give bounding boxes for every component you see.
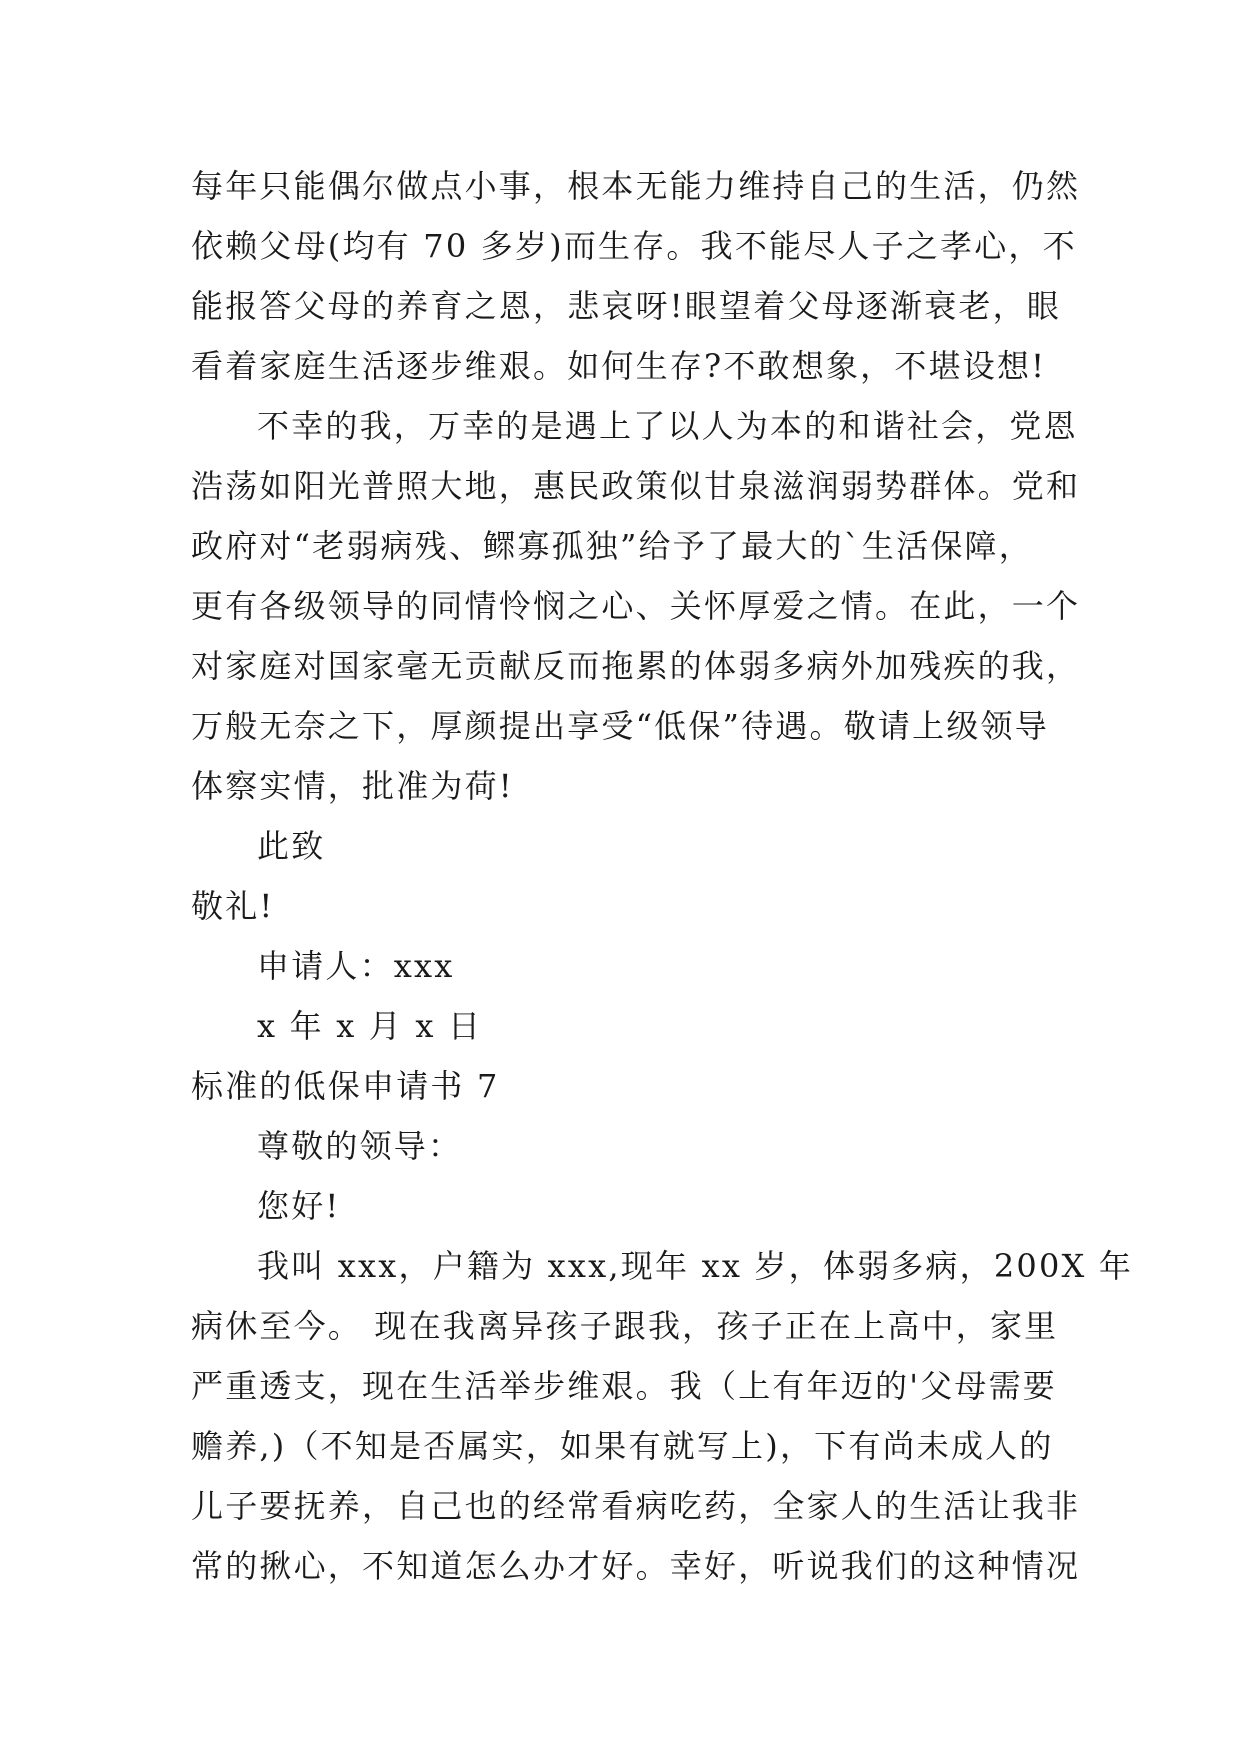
body-line: 依赖父母(均有 70 多岁)而生存。我不能尽人子之孝心，不 <box>191 227 1077 265</box>
body-line: 政府对“老弱病残、鳏寡孤独”给予了最大的`生活保障， <box>191 527 1033 565</box>
closing-regards: 敬礼! <box>191 887 275 925</box>
greeting: 您好! <box>257 1187 341 1225</box>
body-line: 更有各级领导的同情怜悯之心、关怀厚爱之情。在此，一个 <box>191 587 1081 625</box>
body-line: 浩荡如阳光普照大地，惠民政策似甘泉滋润弱势群体。党和 <box>191 467 1081 505</box>
body-line: 对家庭对国家毫无贡献反而拖累的体弱多病外加残疾的我， <box>191 647 1081 685</box>
body-line: 常的揪心，不知道怎么办才好。幸好，听说我们的这种情况 <box>191 1547 1081 1585</box>
section-title: 标准的低保申请书 7 <box>191 1067 500 1105</box>
body-line: 看着家庭生活逐步维艰。如何生存?不敢想象，不堪设想! <box>191 347 1047 385</box>
paragraph-first-line: 不幸的我，万幸的是遇上了以人为本的和谐社会，党恩 <box>257 407 1078 445</box>
body-line: 赡养,)（不知是否属实，如果有就写上)，下有尚未成人的 <box>191 1427 1054 1465</box>
body-line: 每年只能偶尔做点小事，根本无能力维持自己的生活，仍然 <box>191 167 1081 205</box>
signature-date: x 年 x 月 x 日 <box>257 1007 483 1045</box>
body-line: 严重透支，现在生活举步维艰。我（上有年迈的'父母需要 <box>191 1367 1057 1405</box>
closing-salutation: 此致 <box>257 827 326 865</box>
body-line: 病休至今。 现在我离异孩子跟我，孩子正在上高中，家里 <box>191 1307 1059 1345</box>
body-line: 能报答父母的养育之恩，悲哀呀!眼望着父母逐渐衰老，眼 <box>191 287 1062 325</box>
body-line: 儿子要抚养，自己也的经常看病吃药，全家人的生活让我非 <box>191 1487 1081 1525</box>
document-body <box>191 156 1134 1596</box>
body-line: 万般无奈之下，厚颜提出享受“低保”待遇。敬请上级领导 <box>191 707 1049 745</box>
greeting-addressee: 尊敬的领导： <box>257 1127 463 1165</box>
body-line: 体察实情，批准为荷! <box>191 767 514 805</box>
paragraph-first-line: 我叫 xxx，户籍为 xxx,现年 xx 岁，体弱多病，200X 年 <box>257 1247 1134 1285</box>
applicant-signature: 申请人：xxx <box>257 947 455 985</box>
